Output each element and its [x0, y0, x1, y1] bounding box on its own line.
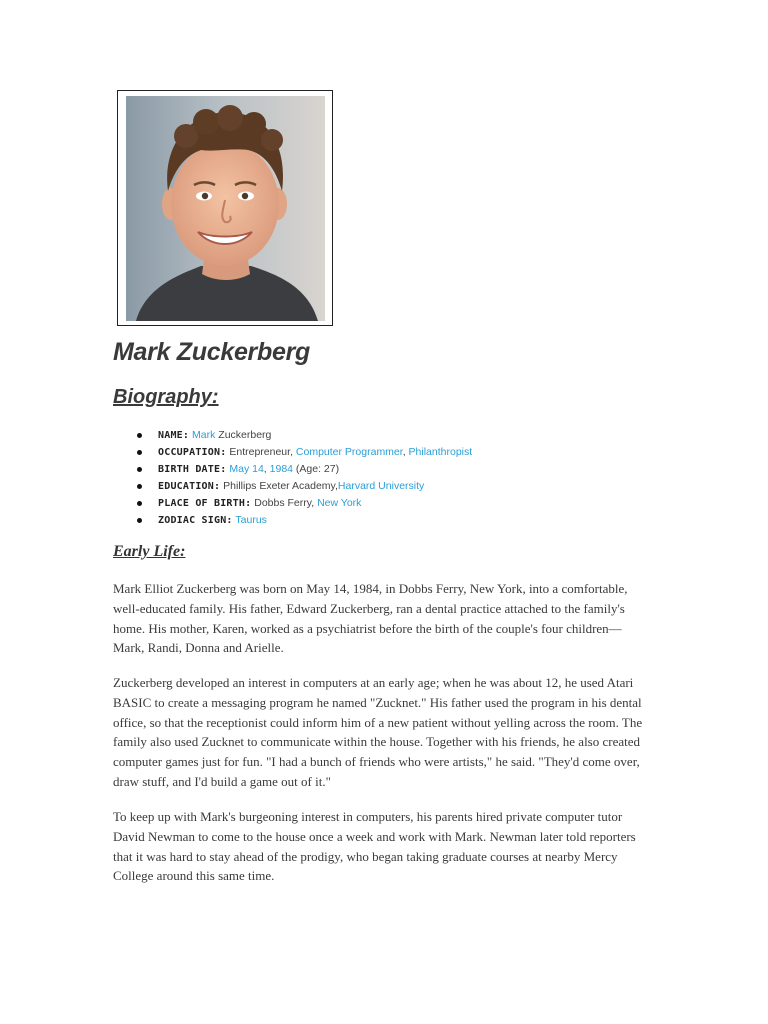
bullet-icon	[137, 484, 142, 489]
fact-text: Zuckerberg	[215, 429, 272, 441]
fact-label: EDUCATION:	[158, 481, 221, 492]
portrait-illustration	[126, 96, 325, 321]
early-life-paragraph-2: Zuckerberg developed an interest in computers at an early age; when he was about 12, he used Atari BASIC to create a messaging program he named "Zucknet." His father used the program in his dental office, so that the receptionist could inform him of a new patient without yelling across the room. The family also used Zucknet to communicate within the house. Together with his friends, he also created computer games just for fun. "I had a bunch of friends who were artists," he said. "They'd come over, draw stuff, and I'd build a game out of it."	[113, 675, 643, 789]
fact-item	[137, 461, 472, 478]
fact-text: (Age: 27)	[293, 463, 340, 475]
fact-text: Dobbs Ferry,	[254, 497, 318, 509]
biography-facts-list	[137, 427, 472, 529]
fact-link[interactable]: Philanthropist	[408, 446, 473, 458]
bullet-icon	[137, 501, 142, 506]
fact-label: BIRTH DATE:	[158, 464, 227, 475]
bullet-icon	[137, 467, 142, 472]
early-life-paragraph-1: Mark Elliot Zuckerberg was born on May 14, 1984, in Dobbs Ferry, New York, into a comfortable, well-educated family. His father, Edward Zuckerberg, ran a dental practice attached to the family's home. His mother, Karen, worked as a psychiatrist before the birth of the couple's four children—Mark, Randi, Donna and Arielle.	[113, 581, 628, 656]
fact-item	[137, 495, 472, 512]
fact-label: OCCUPATION:	[158, 447, 227, 458]
bullet-icon	[137, 450, 142, 455]
fact-label: ZODIAC SIGN:	[158, 515, 233, 526]
early-life-paragraph-3: To keep up with Mark's burgeoning interest in computers, his parents hired private computer tutor David Newman to come to the house once a week and work with Mark. Newman later told reporters that it was hard to stay ahead of the prodigy, who began taking graduate courses at nearby Mercy College around this same time.	[113, 809, 636, 884]
fact-link[interactable]: Taurus	[235, 514, 267, 526]
biography-heading: Biography:	[113, 386, 219, 408]
fact-link[interactable]: Mark	[192, 429, 216, 441]
fact-link[interactable]: Harvard University	[337, 480, 425, 492]
fact-label: NAME:	[158, 430, 190, 441]
fact-text: ,	[402, 446, 409, 458]
bullet-icon	[137, 433, 142, 438]
person-name-heading: Mark Zuckerberg	[113, 338, 310, 366]
fact-item	[137, 512, 472, 529]
fact-link[interactable]: Computer Programmer	[295, 446, 403, 458]
fact-link[interactable]: 1984	[269, 463, 293, 475]
bullet-icon	[137, 518, 142, 523]
fact-text: Phillips Exeter Academy,	[223, 480, 338, 492]
fact-item	[137, 478, 472, 495]
fact-link[interactable]: May 14	[229, 463, 264, 475]
fact-link[interactable]: New York	[317, 497, 362, 509]
portrait-photo	[126, 96, 325, 321]
early-life-heading: Early Life:	[113, 543, 186, 560]
portrait-frame	[117, 90, 333, 326]
fact-item	[137, 444, 472, 461]
fact-text: ,	[263, 463, 270, 475]
fact-item	[137, 427, 472, 444]
fact-text: Entrepreneur,	[229, 446, 296, 458]
fact-label: PLACE OF BIRTH:	[158, 498, 252, 509]
